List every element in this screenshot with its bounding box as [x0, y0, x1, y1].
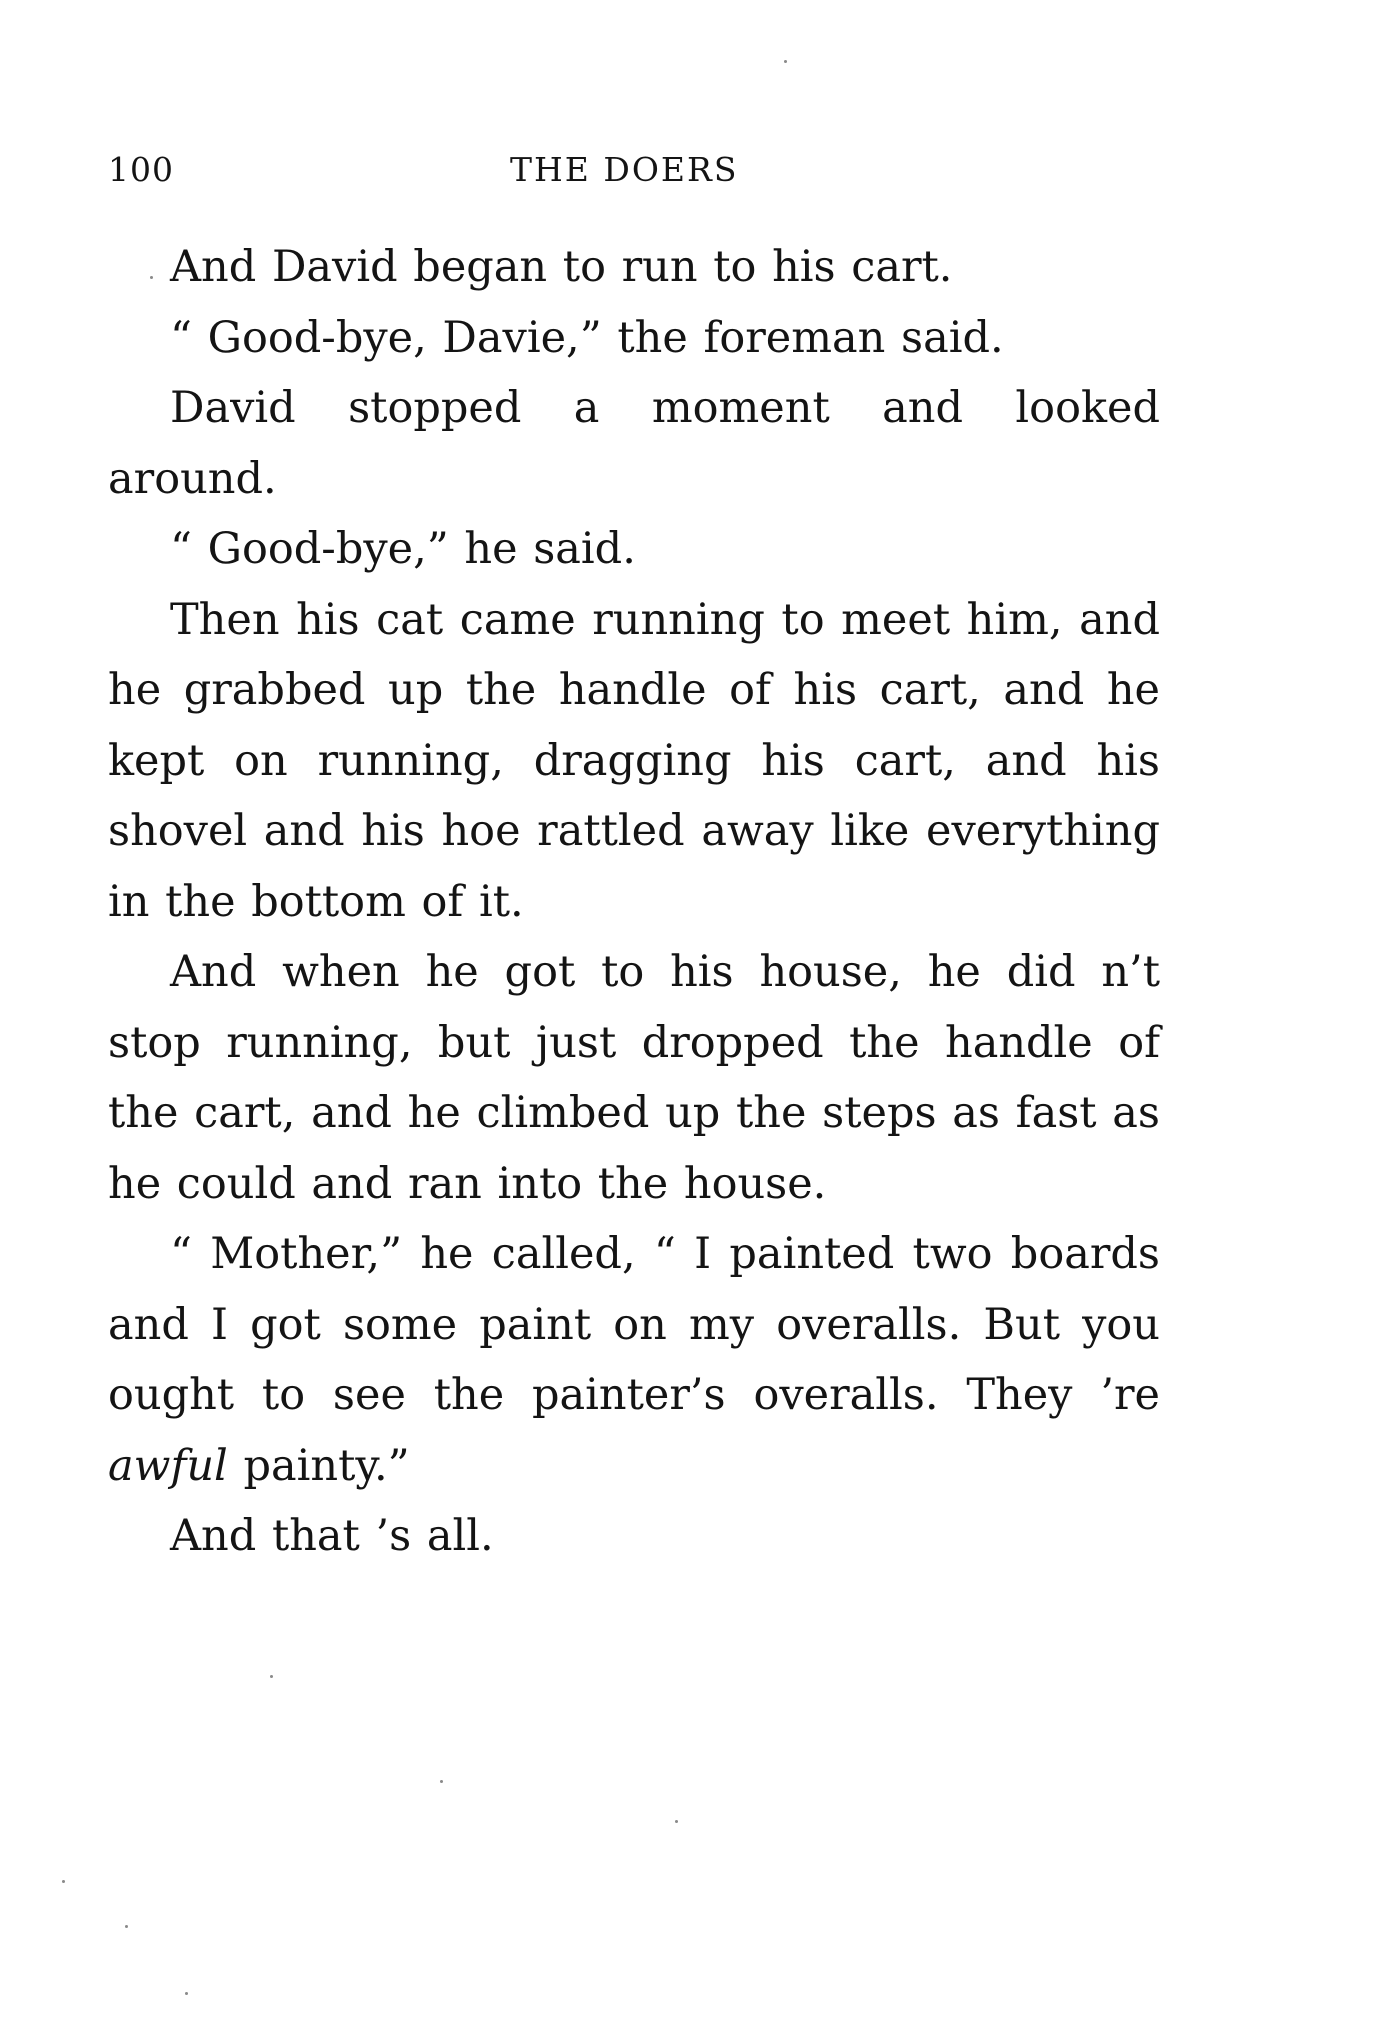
scan-speck	[675, 1820, 678, 1823]
page-number: 100	[108, 150, 174, 189]
scan-speck	[784, 60, 787, 63]
scan-speck	[150, 276, 153, 279]
scan-speck	[62, 1880, 65, 1883]
scan-speck	[270, 1675, 273, 1678]
scan-speck	[440, 1780, 443, 1783]
running-title: THE DOERS	[510, 150, 739, 189]
emphasized-word: awful	[108, 1440, 228, 1491]
scan-speck	[185, 1992, 188, 1995]
paragraph: And that ’s all.	[170, 1511, 494, 1561]
paragraph-text: painty.”	[227, 1440, 410, 1491]
paragraph: And when he got to his house, he did n’t stop running, but just dropped the handle of the cart, and he climbed up the steps as fast as he could and ran into the house.	[108, 947, 1160, 1209]
paragraph: David stopped a moment and looked around.	[108, 383, 1160, 504]
paragraph	[108, 1219, 1160, 1501]
paragraph: Then his cat came running to meet him, and he grabbed up the handle of his cart, and he kept on running, dragging his cart, and his shovel and his hoe rattled away like everything in the bottom of it.	[108, 594, 1160, 927]
paragraph-text: “ Mother,” he called, “ I painted two boards and I got some paint on my overalls. But you ought to see the painter’s overalls. They ’re	[108, 1229, 1160, 1420]
paragraph: “ Good-bye, Davie,” the foreman said.	[170, 312, 1004, 363]
paragraph: “ Good-bye,” he said.	[170, 524, 636, 574]
body-text	[108, 232, 1160, 1572]
page-header	[108, 150, 1158, 200]
paragraph: And David began to run to his cart.	[170, 242, 953, 292]
scan-speck	[125, 1925, 128, 1928]
